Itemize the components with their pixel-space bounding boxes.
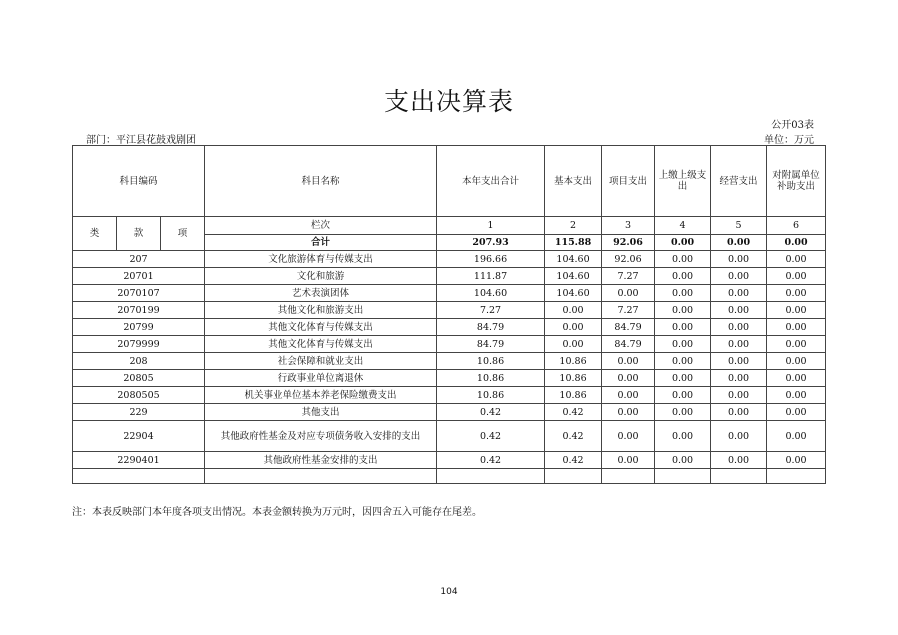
- row-value-4: 0.00: [655, 285, 711, 302]
- blank-cell: [602, 469, 655, 484]
- table-row: [73, 452, 826, 469]
- row-value-3: 0.00: [602, 353, 655, 370]
- row-value-1: 84.79: [437, 336, 545, 353]
- row-value-3: 92.06: [602, 251, 655, 268]
- row-value-6: 0.00: [767, 319, 826, 336]
- row-value-5: 0.00: [711, 336, 767, 353]
- row-value-1: 84.79: [437, 319, 545, 336]
- col-num-1: 1: [437, 217, 545, 235]
- page-number: 104: [440, 587, 458, 597]
- header-xiang: 项: [161, 217, 205, 251]
- row-value-4: 0.00: [655, 268, 711, 285]
- header-lei: 类: [73, 217, 117, 251]
- total-value-6: 0.00: [767, 235, 826, 251]
- row-code: 2290401: [73, 452, 205, 469]
- expenditure-table: [72, 145, 826, 484]
- total-value-2: 115.88: [545, 235, 602, 251]
- row-value-3: 0.00: [602, 404, 655, 421]
- row-value-2: 10.86: [545, 370, 602, 387]
- header-name: 科目名称: [205, 146, 437, 217]
- row-value-1: 10.86: [437, 370, 545, 387]
- row-value-6: 0.00: [767, 404, 826, 421]
- table-row: [73, 404, 826, 421]
- row-name: 其他政府性基金安排的支出: [205, 452, 437, 469]
- row-value-6: 0.00: [767, 336, 826, 353]
- row-value-1: 10.86: [437, 387, 545, 404]
- row-value-4: 0.00: [655, 319, 711, 336]
- row-value-6: 0.00: [767, 353, 826, 370]
- header-total: 本年支出合计: [437, 146, 545, 217]
- header-subsidiary: 对附属单位补助支出: [767, 146, 826, 217]
- header-row: [73, 146, 826, 217]
- header-superior: 上缴上级支出: [655, 146, 711, 217]
- row-value-1: 10.86: [437, 353, 545, 370]
- col-num-4: 4: [655, 217, 711, 235]
- table-row: [73, 319, 826, 336]
- row-value-4: 0.00: [655, 336, 711, 353]
- row-value-2: 104.60: [545, 285, 602, 302]
- row-value-2: 0.42: [545, 452, 602, 469]
- row-value-2: 10.86: [545, 387, 602, 404]
- table-row: [73, 251, 826, 268]
- col-num-2: 2: [545, 217, 602, 235]
- row-value-3: 84.79: [602, 319, 655, 336]
- table-row: [73, 285, 826, 302]
- row-name: 社会保障和就业支出: [205, 353, 437, 370]
- row-value-6: 0.00: [767, 302, 826, 319]
- row-value-6: 0.00: [767, 421, 826, 452]
- row-value-2: 10.86: [545, 353, 602, 370]
- row-value-4: 0.00: [655, 421, 711, 452]
- row-value-4: 0.00: [655, 404, 711, 421]
- row-value-5: 0.00: [711, 353, 767, 370]
- table-row: [73, 421, 826, 452]
- row-value-1: 196.66: [437, 251, 545, 268]
- blank-cell: [711, 469, 767, 484]
- row-value-4: 0.00: [655, 370, 711, 387]
- row-value-1: 0.42: [437, 421, 545, 452]
- row-value-2: 104.60: [545, 251, 602, 268]
- row-code: 207: [73, 251, 205, 268]
- row-value-5: 0.00: [711, 319, 767, 336]
- row-name: 文化和旅游: [205, 268, 437, 285]
- table-row: [73, 353, 826, 370]
- row-code: 208: [73, 353, 205, 370]
- row-name: 机关事业单位基本养老保险缴费支出: [205, 387, 437, 404]
- row-value-3: 0.00: [602, 452, 655, 469]
- row-name: 其他政府性基金及对应专项债务收入安排的支出: [205, 421, 437, 452]
- header-basic: 基本支出: [545, 146, 602, 217]
- blank-row: [73, 469, 826, 484]
- blank-cell: [437, 469, 545, 484]
- row-value-5: 0.00: [711, 268, 767, 285]
- row-value-1: 0.42: [437, 452, 545, 469]
- row-value-3: 0.00: [602, 370, 655, 387]
- row-value-2: 104.60: [545, 268, 602, 285]
- row-value-6: 0.00: [767, 268, 826, 285]
- table-row: [73, 387, 826, 404]
- row-name: 其他文化体育与传媒支出: [205, 336, 437, 353]
- row-code: 2070199: [73, 302, 205, 319]
- table-row: [73, 268, 826, 285]
- blank-cell: [767, 469, 826, 484]
- row-value-4: 0.00: [655, 302, 711, 319]
- row-code: 22904: [73, 421, 205, 452]
- table-row: [73, 302, 826, 319]
- department-label: 部门：平江县花鼓戏剧团: [86, 135, 196, 146]
- total-value-4: 0.00: [655, 235, 711, 251]
- row-value-2: 0.00: [545, 302, 602, 319]
- row-value-5: 0.00: [711, 421, 767, 452]
- row-value-3: 0.00: [602, 387, 655, 404]
- row-value-2: 0.00: [545, 319, 602, 336]
- row-value-5: 0.00: [711, 404, 767, 421]
- row-value-3: 0.00: [602, 285, 655, 302]
- row-code: 20799: [73, 319, 205, 336]
- row-value-3: 84.79: [602, 336, 655, 353]
- unit-label: 单位：万元: [764, 135, 814, 146]
- row-value-4: 0.00: [655, 387, 711, 404]
- row-value-3: 0.00: [602, 421, 655, 452]
- total-value-5: 0.00: [711, 235, 767, 251]
- total-label: 合计: [205, 235, 437, 251]
- row-code: 2079999: [73, 336, 205, 353]
- blank-cell: [205, 469, 437, 484]
- header-kuan: 款: [117, 217, 161, 251]
- row-value-6: 0.00: [767, 452, 826, 469]
- row-value-2: 0.00: [545, 336, 602, 353]
- header-project: 项目支出: [602, 146, 655, 217]
- row-value-5: 0.00: [711, 370, 767, 387]
- column-number-row: [73, 217, 826, 235]
- row-value-2: 0.42: [545, 421, 602, 452]
- blank-cell: [655, 469, 711, 484]
- row-value-5: 0.00: [711, 452, 767, 469]
- row-value-5: 0.00: [711, 302, 767, 319]
- row-value-3: 7.27: [602, 302, 655, 319]
- row-value-1: 0.42: [437, 404, 545, 421]
- row-value-6: 0.00: [767, 251, 826, 268]
- total-value-3: 92.06: [602, 235, 655, 251]
- row-value-1: 111.87: [437, 268, 545, 285]
- row-code: 229: [73, 404, 205, 421]
- row-value-3: 7.27: [602, 268, 655, 285]
- table-row: [73, 336, 826, 353]
- row-value-6: 0.00: [767, 370, 826, 387]
- row-value-1: 104.60: [437, 285, 545, 302]
- blank-cell: [545, 469, 602, 484]
- sheet-number: 公开03表: [771, 120, 814, 131]
- row-value-5: 0.00: [711, 387, 767, 404]
- header-lanci: 栏次: [205, 217, 437, 235]
- row-value-4: 0.00: [655, 452, 711, 469]
- col-num-3: 3: [602, 217, 655, 235]
- row-value-5: 0.00: [711, 251, 767, 268]
- row-name: 艺术表演团体: [205, 285, 437, 302]
- row-value-1: 7.27: [437, 302, 545, 319]
- row-value-6: 0.00: [767, 387, 826, 404]
- row-name: 其他文化体育与传媒支出: [205, 319, 437, 336]
- row-value-4: 0.00: [655, 251, 711, 268]
- col-num-6: 6: [767, 217, 826, 235]
- row-code: 20805: [73, 370, 205, 387]
- row-name: 其他文化和旅游支出: [205, 302, 437, 319]
- page-title: 支出决算表: [383, 87, 514, 116]
- col-num-5: 5: [711, 217, 767, 235]
- row-value-2: 0.42: [545, 404, 602, 421]
- row-name: 其他支出: [205, 404, 437, 421]
- row-value-4: 0.00: [655, 353, 711, 370]
- header-business: 经营支出: [711, 146, 767, 217]
- row-code: 2070107: [73, 285, 205, 302]
- row-code: 20701: [73, 268, 205, 285]
- header-code: 科目编码: [73, 146, 205, 217]
- footnote: 注：本表反映部门本年度各项支出情况。本表金额转换为万元时，因四舍五入可能存在尾差。: [72, 507, 482, 518]
- row-name: 文化旅游体育与传媒支出: [205, 251, 437, 268]
- row-code: 2080505: [73, 387, 205, 404]
- row-name: 行政事业单位离退休: [205, 370, 437, 387]
- row-value-6: 0.00: [767, 285, 826, 302]
- table-row: [73, 370, 826, 387]
- total-value-1: 207.93: [437, 235, 545, 251]
- blank-cell: [73, 469, 205, 484]
- row-value-5: 0.00: [711, 285, 767, 302]
